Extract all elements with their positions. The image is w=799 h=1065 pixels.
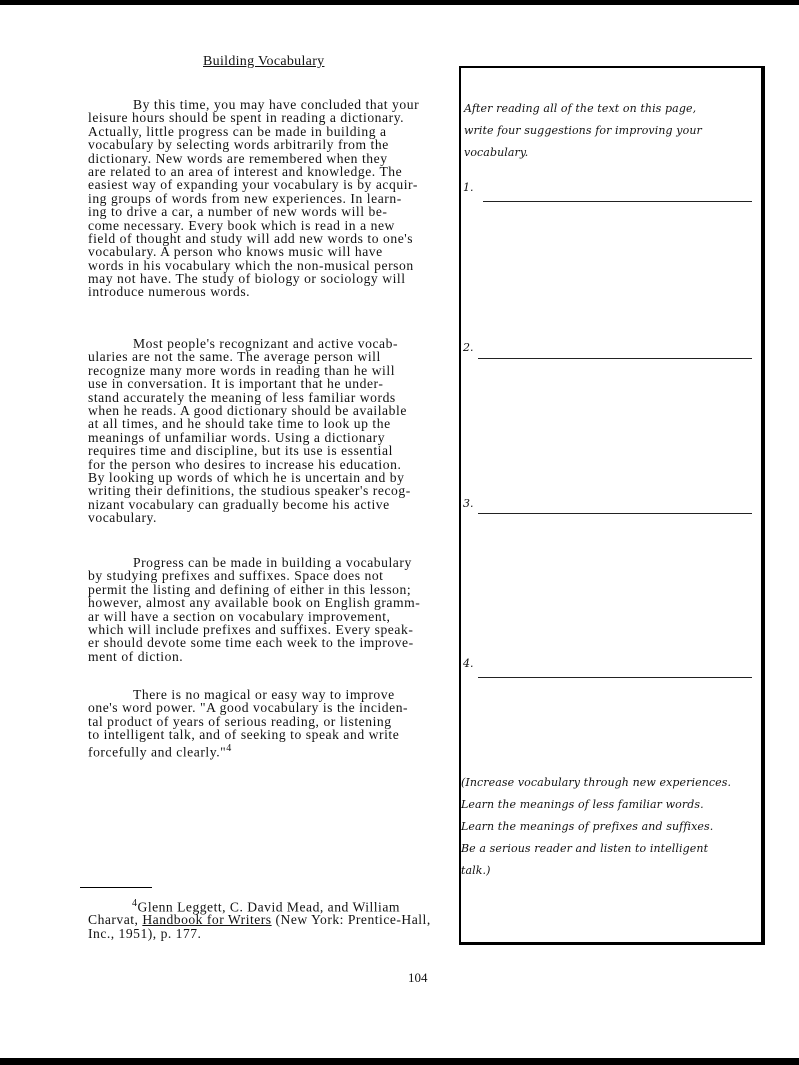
paragraph-line: dictionary. New words are remembered when they [88,150,388,166]
paragraph-line: nizant vocabulary can gradually become his active [88,496,390,512]
paragraph-line: use in conversation. It is important that he under- [88,376,384,392]
paragraph-line: field of thought and study will add new words to one's [88,230,414,246]
paragraph-line: come necessary. Every book which is read in a new [88,217,395,233]
paragraph-line: By this time, you may have concluded that your [133,97,420,112]
paragraph-line: leisure hours should be spent in reading a dictionary. [88,110,405,126]
paragraph-line: ar will have a section on vocabulary improvement, [88,608,391,624]
paragraph-line: forcefully and clearly."$^4$ [88,742,232,760]
paragraph-line: By looking up words of which he is uncertain and by [88,469,405,485]
paragraph-line: at all times, and he should take time to look up the [88,416,391,432]
paragraph-line: requires time and discipline, but its use is essential [88,443,393,459]
item-number: 3. [463,497,474,510]
exercise-box [459,66,765,945]
answer-key-line: Learn the meanings of less familiar words. [461,798,704,811]
paragraph-line: ing groups of words from new experiences. In learn- [88,190,402,206]
paragraph-line: vocabulary by selecting words arbitrarily from the [88,137,389,153]
item-number: 1. [463,181,474,194]
paragraph [88,556,460,663]
paragraph-line: for the person who desires to increase his education. [88,456,402,472]
footnote-text: Glenn Leggett, C. David Mead, and William [137,899,400,915]
footnote-rule [80,887,152,888]
footnote-book-title: Handbook for Writers [142,912,272,927]
paragraph-line: when he reads. A good dictionary should be available [88,402,407,418]
paragraph-line: permit the listing and defining of either in this lesson; [88,581,412,597]
item-number: 4. [463,657,474,670]
paragraph-line: which will include prefixes and suffixes. Every speak- [88,621,414,637]
paragraph-line: may not have. The study of biology or sociology will [88,271,406,287]
paragraph [88,687,460,760]
instruction-line: After reading all of the text on this page, [464,102,697,115]
answer-key-line: Learn the meanings of prefixes and suffixes. [461,820,714,833]
paragraph-line: introduce numerous words. [88,284,251,300]
scan-top-edge [0,0,799,5]
paragraph-line: Actually, little progress can be made in building a [88,123,387,139]
paragraph-line: Progress can be made in building a vocabulary [133,555,412,570]
answer-key-line: talk.) [461,864,491,877]
answer-line-2[interactable] [478,358,752,359]
footnote-text: (New York: Prentice-Hall, [271,912,431,927]
paragraph-line: ularies are not the same. The average person will [88,349,381,365]
paragraph-line: ment of diction. [88,648,184,664]
paragraph-line: Most people's recognizant and active vocab- [133,336,399,351]
instruction-line: write four suggestions for improving your [464,124,702,137]
paragraph-line: meanings of unfamiliar words. Using a dictionary [88,429,386,445]
paragraph-line: to intelligent talk, and of seeking to speak and write [88,727,400,743]
item-number: 2. [463,341,474,354]
paragraph-line: words in his vocabulary which the non-musical person [88,257,414,273]
answer-key-line: Be a serious reader and listen to intelligent [461,842,709,855]
paragraph-line: vocabulary. A person who knows music will have [88,244,383,260]
paragraph [88,337,460,524]
instruction-line: vocabulary. [464,146,529,159]
paragraph-line: recognize many more words in reading than he will [88,362,396,378]
paragraph-line: vocabulary. [88,510,157,526]
paragraph-line: however, almost any available book on English gramm- [88,595,421,611]
answer-key-line: (Increase vocabulary through new experiences. [461,776,732,789]
page-title: Building Vocabulary [203,54,325,69]
scan-bottom-edge [0,1058,799,1065]
paragraph-line: tal product of years of serious reading, or listening [88,713,392,729]
paragraph-line: one's word power. "A good vocabulary is the inciden- [88,700,409,716]
paragraph-line: by studying prefixes and suffixes. Space does not [88,568,384,584]
footnote-line-3: Inc., 1951), p. 177. [88,926,202,941]
paragraph-line: There is no magical or easy way to improve [133,687,395,702]
answer-line-3[interactable] [478,513,752,514]
paragraph-line: easiest way of expanding your vocabulary is by acquir- [88,177,418,193]
paragraph-line: ing to drive a car, a number of new words will be- [88,204,388,220]
footnote-reference: 4 [226,742,232,754]
paragraph-line: writing their definitions, the studious speaker's recog- [88,483,411,499]
paragraph [88,98,460,299]
footnote-number: 4 [132,898,138,909]
footnote-text: Charvat, [88,912,143,927]
answer-line-4[interactable] [478,677,752,678]
paragraph-line: are related to an area of interest and knowledge. The [88,163,403,179]
page-number: 104 [408,970,428,985]
answer-line-1[interactable] [483,201,752,202]
paragraph-line: stand accurately the meaning of less familiar words [88,389,396,405]
paragraph-line: er should devote some time each week to the improve- [88,635,414,651]
